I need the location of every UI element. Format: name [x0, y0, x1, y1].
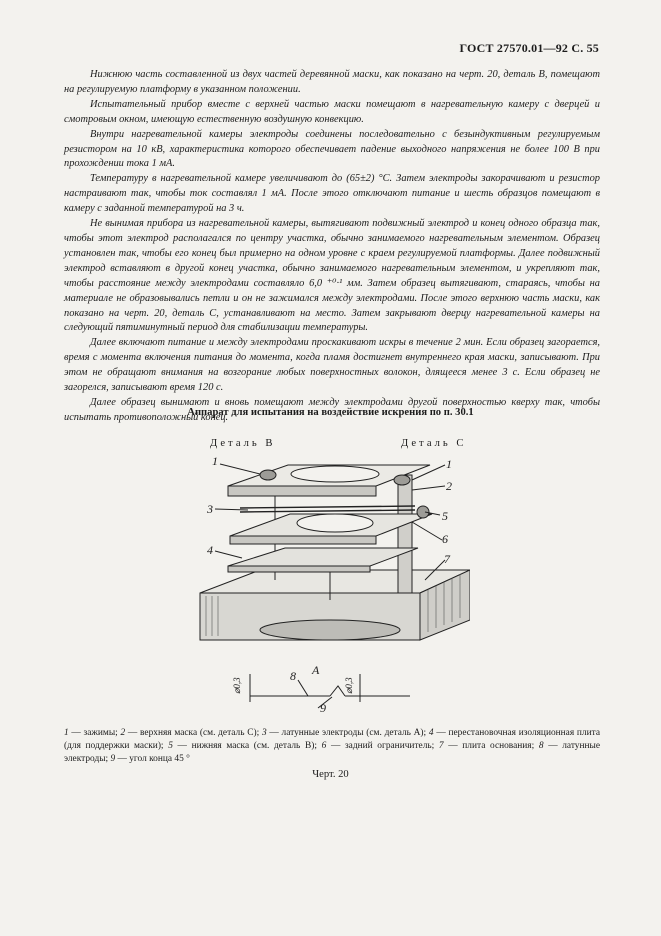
detail-c-label: Деталь С	[401, 438, 467, 449]
label-3: 3	[207, 502, 213, 516]
inset-label-9: 9	[320, 701, 326, 715]
paragraph: Далее включают питание и между электродами проскакивают искры в течение 2 мин. Если образец загорается, время с момента включения питания до момента, когда пламя достигнет внутреннего края маски, записывают. При этом не обращают внимания на возгорание любых поверхностных волокон, длящееся менее 3 с. Если образец не загорелся, записывают время 120 с.	[64, 337, 600, 394]
label-5: 5	[442, 509, 448, 523]
column	[398, 475, 412, 593]
body-text	[64, 68, 600, 426]
lower-mask-plate	[228, 548, 418, 566]
label-6: 6	[442, 532, 448, 546]
paragraph: Испытательный прибор вместе с верхней частью маски помещают в нагревательную камеру с дверцей и смотровым окном, имеющую естественную воздушную конвекцию.	[64, 98, 600, 125]
figure-legend: 1 — зажимы; 2 — верхняя маска (см. деталь С); 3 — латунные электроды (см. деталь А); 4 — перестановочная изоляционная плита (для поддержки маски); 5 — нижняя маска (см. деталь В); 6 — задний ограничитель; 7 — плита основания; 8 — латунные электроды; 9 — угол конца 45 °	[64, 728, 600, 765]
paragraph: Внутри нагревательной камеры электроды соединены последовательно с безындуктивным регулируемым резистором на 10 кВ, характеристика которого обеспечивает падение выходного напряжения не более 100 В при прохождении тока 1 мА.	[64, 128, 600, 170]
clamp	[260, 470, 276, 480]
label-2: 2	[446, 479, 452, 493]
detail-b-label: Деталь В	[210, 438, 276, 449]
figure-title: Аппарат для испытания на воздействие искрения по п. 30.1	[187, 407, 474, 418]
clamp	[394, 475, 410, 485]
page-header: ГОСТ 27570.01—92 С. 55	[459, 41, 599, 55]
apparatus-drawing	[180, 450, 470, 715]
dim-right: ⌀0,3	[344, 677, 354, 694]
label-1-right: 1	[446, 457, 452, 471]
label-1-left: 1	[212, 454, 218, 468]
figure-caption: Черт. 20	[312, 769, 349, 780]
paragraph: Температуру в нагревательной камере увеличивают до (65±2) °С. Затем электроды закорачивают и резистор настраивают так, чтобы ток составлял 1 мА. После этого отключают питание и шесть образцов помещают в камеру с заданной температурой на 3 ч.	[64, 173, 600, 215]
paragraph: Не вынимая прибора из нагревательной камеры, вытягивают подвижный электрод и конец одного образца так, чтобы этот электрод располагался по центру участка, обычно занимаемого нагревательным элементом. Образец установлен так, чтобы его конец был примерно на одном уровне с краем регулируемой платформы. Далее подвижный электрод вставляют в другой конец участка, обычно занимаемого нагревательным элементом, и укрепляют так, чтобы расстояние между электродами составляло 6,0 ⁺⁰·¹ мм. Затем образец вытягивают, стараясь, чтобы на материале не образовывались петли и он не зажимался между электродами. После этого верхнюю часть маски, как показано на черт. 20, деталь С, устанавливают на место. Затем закрывают дверцу нагревательной камеры на следующий пятиминутный период для стабилизации температуры.	[64, 218, 600, 334]
platform-disc	[260, 620, 400, 640]
label-7: 7	[444, 552, 450, 566]
dim-left: ⌀0,3	[232, 677, 242, 694]
section-label: А	[312, 663, 320, 677]
paragraph: Далее образец вынимают и вновь помещают между электродами другой поверхностью кверху так, чтобы испытать противоположный конец.	[64, 396, 600, 423]
inset-label-8: 8	[290, 669, 296, 683]
paragraph: Нижнюю часть составленной из двух частей деревянной маски, как показано на черт. 20, деталь В, помещают на регулируемую платформу в указанном положении.	[64, 69, 600, 95]
label-4: 4	[207, 543, 213, 557]
